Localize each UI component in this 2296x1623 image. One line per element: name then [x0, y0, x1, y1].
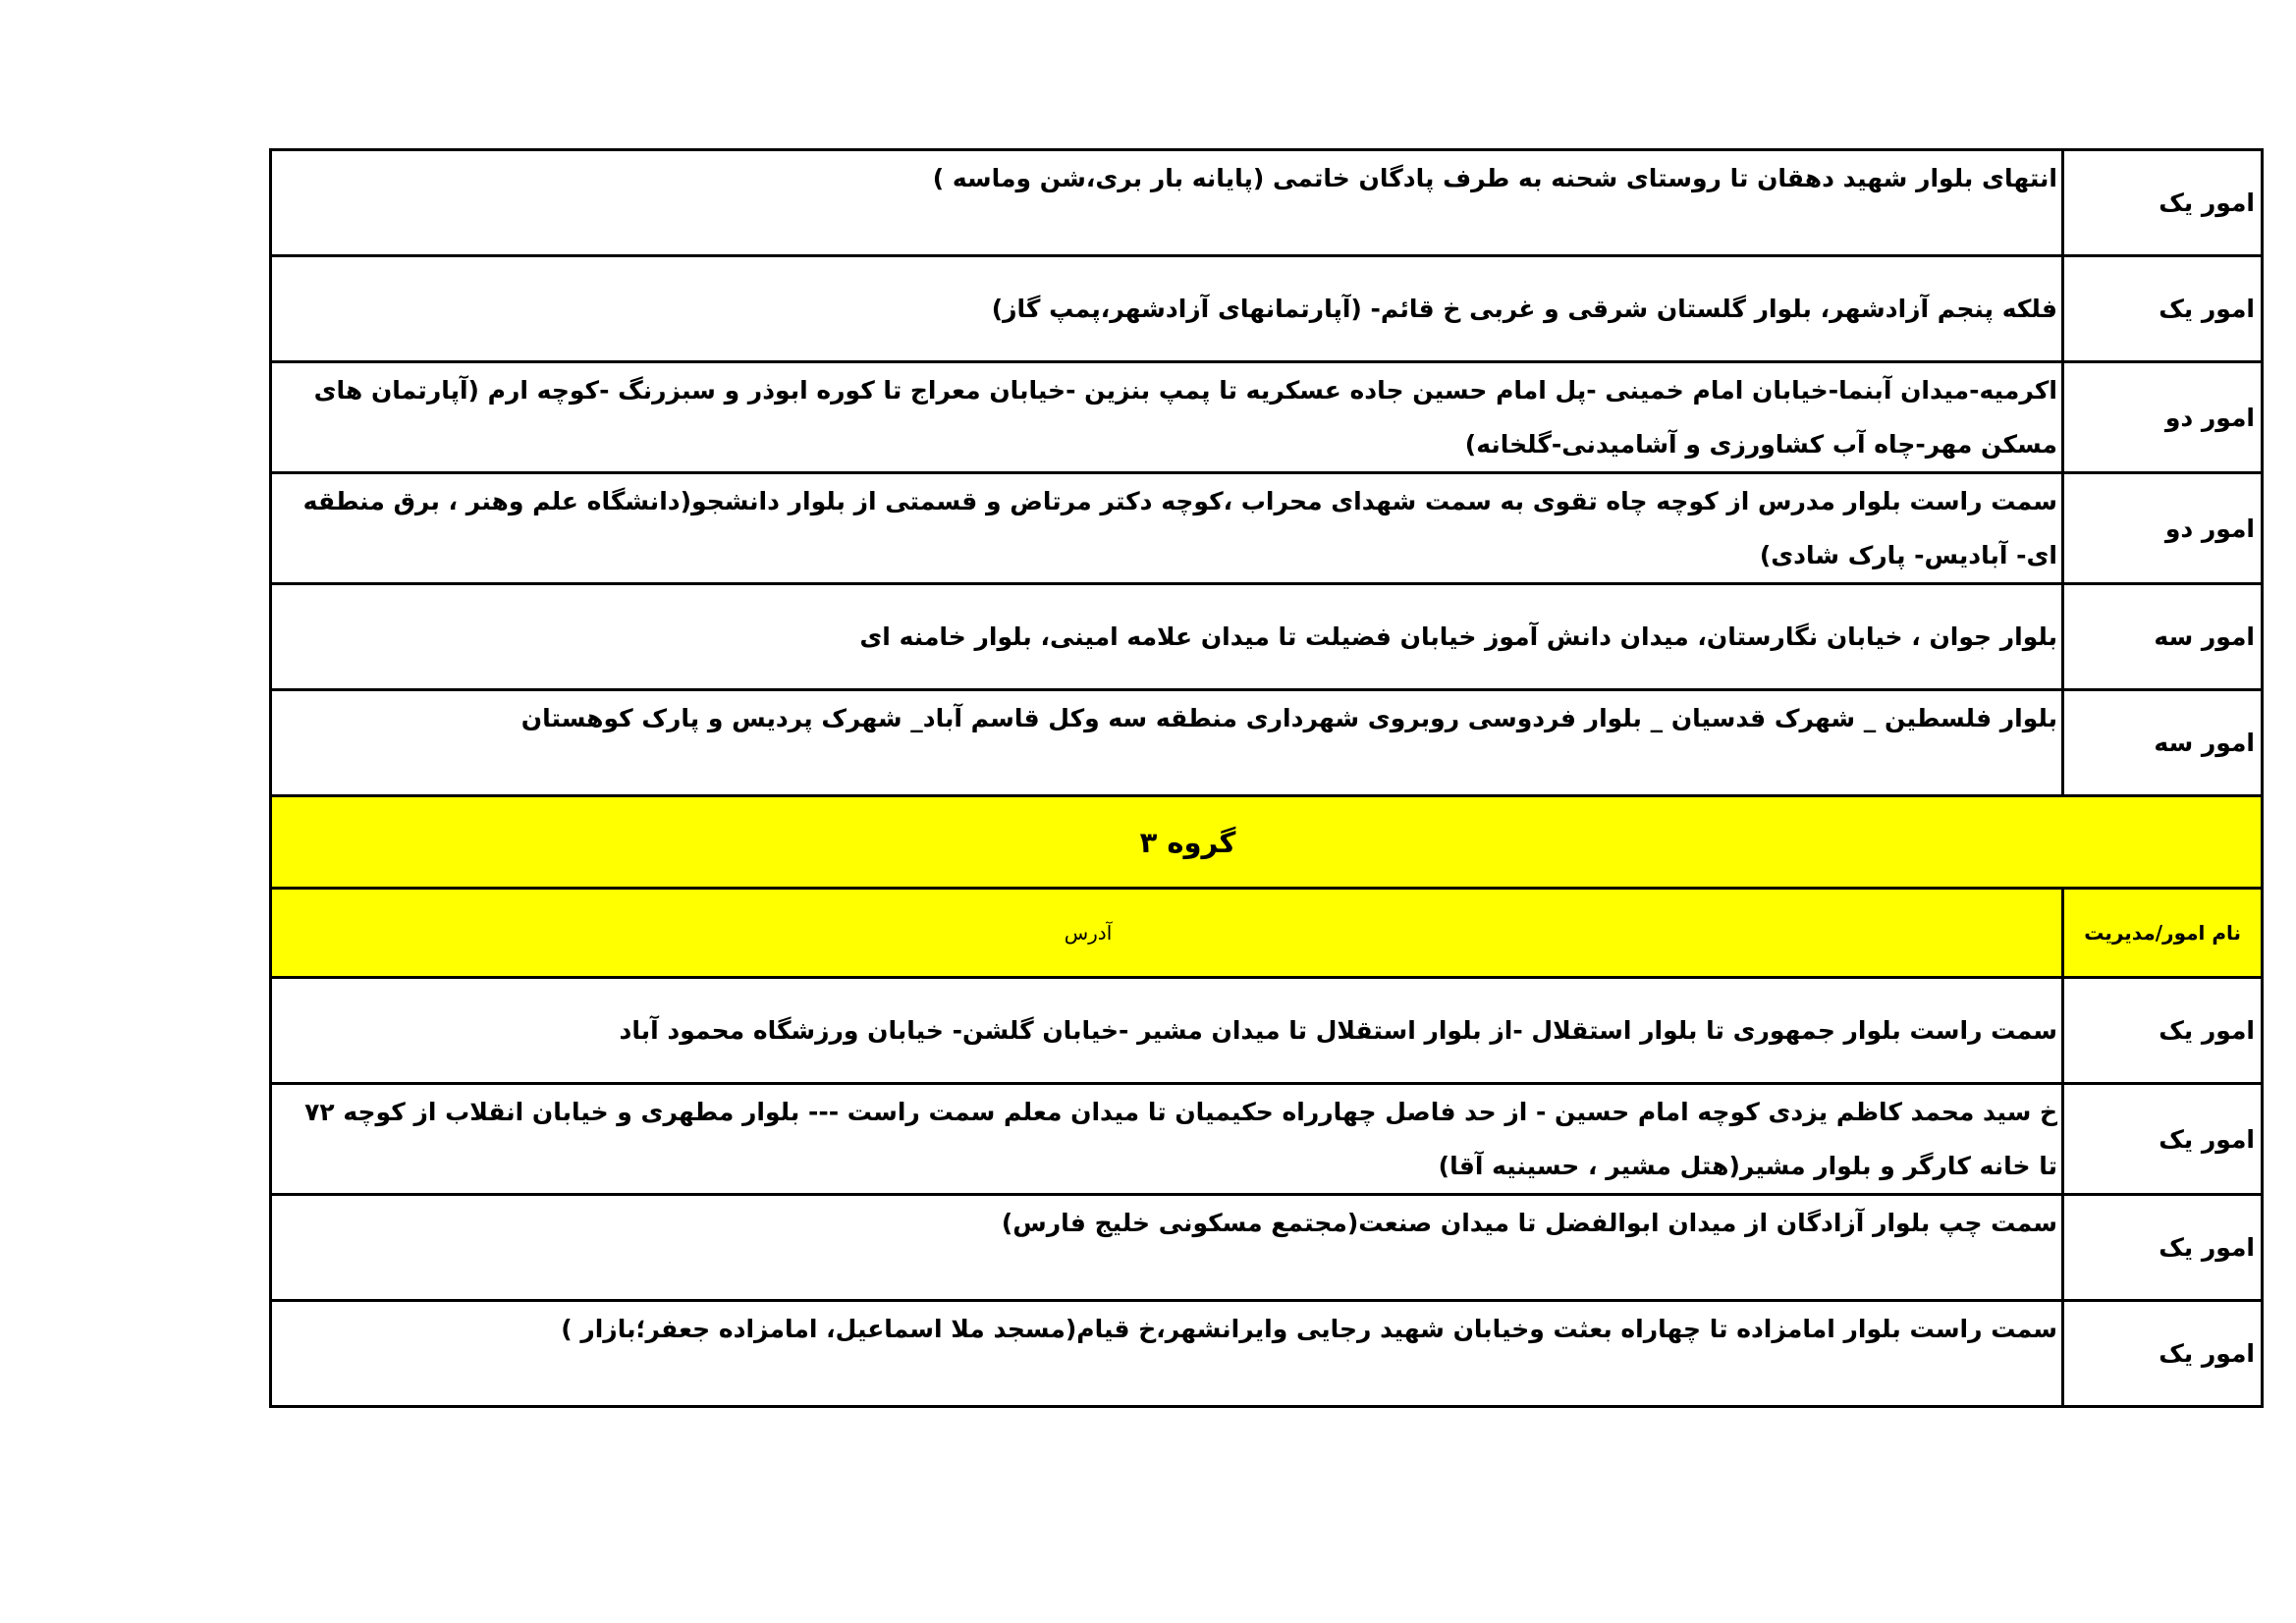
address-column-header: آدرس — [271, 889, 2063, 978]
dept-cell: امور سه — [2063, 690, 2263, 796]
group-title: گروه ۳ — [271, 796, 2263, 889]
table-row — [271, 256, 2263, 362]
address-cell: سمت راست بلوار مدرس از کوچه چاه تقوی به سمت شهدای محراب ،کوچه دکتر مرتاض و قسمتی از بلوار دانشجو(دانشگاه علم وهنر ، برق منطقه ای- آبادیس- پارک شادی) — [271, 473, 2063, 584]
address-cell: اکرمیه-میدان آبنما-خیابان امام خمینی -پل امام حسین جاده عسکریه تا پمپ بنزین -خیابان معراج تا کوره ابوذر و سبزرنگ -کوچه ارم (آپارتمان های مسکن مهر-چاه آب کشاورزی و آشامیدنی-گلخانه) — [271, 362, 2063, 473]
address-cell: انتهای بلوار شهید دهقان تا روستای شحنه به طرف پادگان خاتمی (پایانه بار بری،شن وماسه ) — [271, 150, 2063, 256]
dept-cell: امور دو — [2063, 473, 2263, 584]
table-row — [271, 690, 2263, 796]
table-header-row — [271, 889, 2263, 978]
dept-cell: امور یک — [2063, 978, 2263, 1084]
dept-cell: امور دو — [2063, 362, 2263, 473]
address-cell: سمت راست بلوار جمهوری تا بلوار استقلال -از بلوار استقلال تا میدان مشیر -خیابان گلشن- خیابان ورزشگاه محمود آباد — [271, 978, 2063, 1084]
address-cell: سمت راست بلوار امامزاده تا چهاراه بعثت وخیابان شهید رجایی وایرانشهر،خ قیام(مسجد ملا اسماعیل، امامزاده جعفر؛بازار ) — [271, 1301, 2063, 1407]
table-row — [271, 150, 2263, 256]
table-row — [271, 1084, 2263, 1195]
schedule-table — [269, 148, 2264, 1408]
address-cell: فلکه پنجم آزادشهر، بلوار گلستان شرقی و غربی خ قائم- (آپارتمانهای آزادشهر،پمپ گاز) — [271, 256, 2063, 362]
schedule-table-container — [269, 148, 2264, 1408]
table-row — [271, 362, 2263, 473]
dept-cell: امور یک — [2063, 150, 2263, 256]
dept-cell: امور یک — [2063, 1301, 2263, 1407]
address-cell: سمت چپ بلوار آزادگان از میدان ابوالفضل تا میدان صنعت(مجتمع مسکونی خلیج فارس) — [271, 1195, 2063, 1301]
table-row — [271, 978, 2263, 1084]
dept-cell: امور یک — [2063, 1195, 2263, 1301]
address-cell: خ سید محمد کاظم یزدی کوچه امام حسین - از حد فاصل چهارراه حکیمیان تا میدان معلم سمت راست --- بلوار مطهری و خیابان انقلاب از کوچه ۷۲ تا خانه کارگر و بلوار مشیر(هتل مشیر ، حسینیه آقا) — [271, 1084, 2063, 1195]
dept-cell: امور سه — [2063, 584, 2263, 690]
dept-column-header: نام امور/مدیریت — [2063, 889, 2263, 978]
dept-cell: امور یک — [2063, 1084, 2263, 1195]
table-row — [271, 1195, 2263, 1301]
dept-cell: امور یک — [2063, 256, 2263, 362]
address-cell: بلوار جوان ، خیابان نگارستان، میدان دانش آموز خیابان فضیلت تا میدان علامه امینی، بلوار خامنه ای — [271, 584, 2063, 690]
table-row — [271, 1301, 2263, 1407]
address-cell: بلوار فلسطین _ شهرک قدسیان _ بلوار فردوسی روبروی شهرداری منطقه سه وکل قاسم آباد_ شهرک پردیس و پارک کوهستان — [271, 690, 2063, 796]
table-row — [271, 584, 2263, 690]
table-row — [271, 473, 2263, 584]
group-title-row — [271, 796, 2263, 889]
